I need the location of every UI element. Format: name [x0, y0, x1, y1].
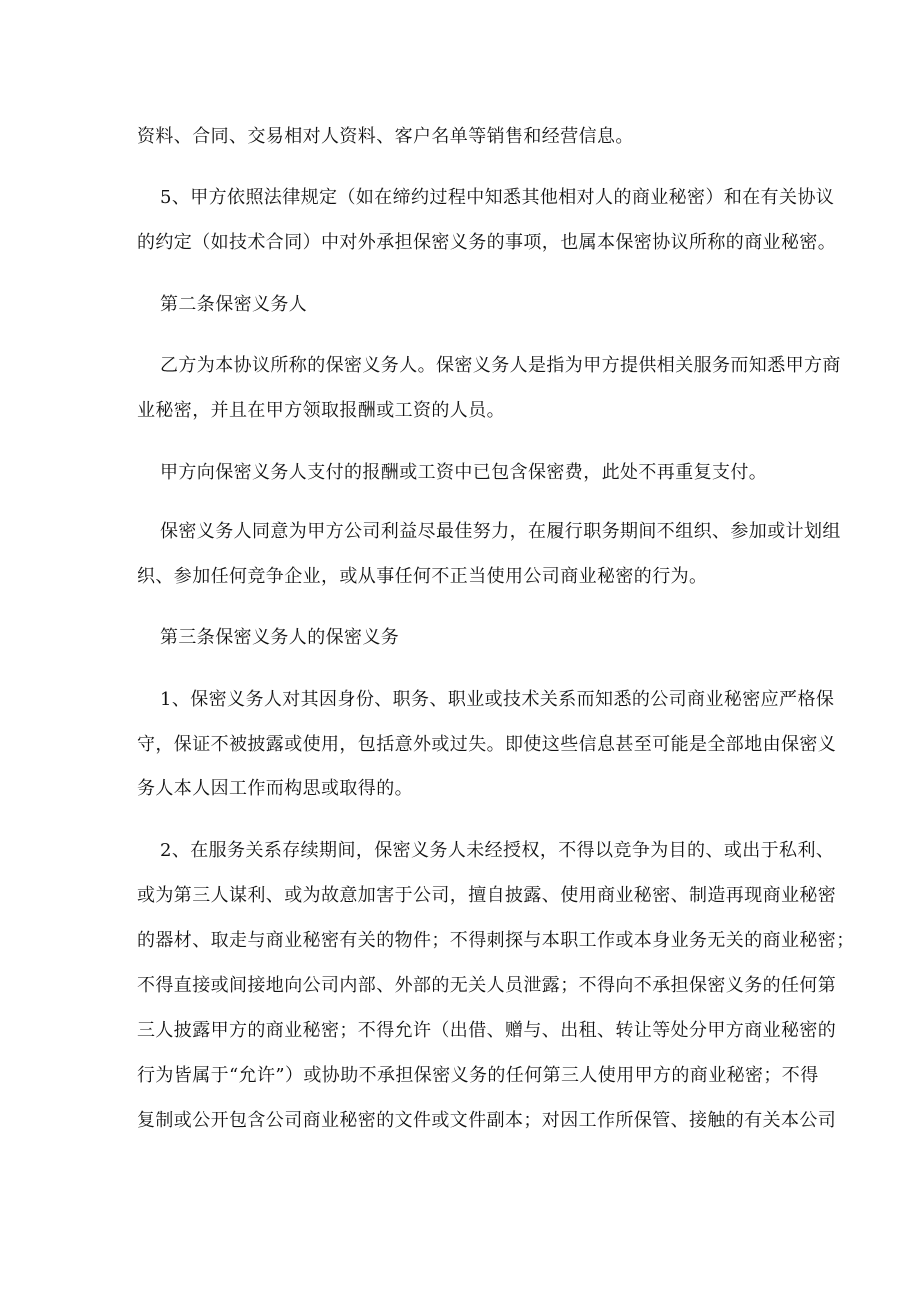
text-line: 不得直接或间接地向公司内部、外部的无关人员泄露；不得向不承担保密义务的任何第: [137, 975, 837, 996]
paragraph-line: 2、在服务关系存续期间，保密义务人未经授权，不得以竞争为目的、或出于私利、: [160, 840, 835, 861]
text-line: 资料、合同、交易相对人资料、客户名单等销售和经营信息。: [137, 126, 634, 147]
text-line: 业秘密，并且在甲方领取报酬或工资的人员。: [137, 400, 505, 421]
text-line: 行为皆属于“允许”）或协助不承担保密义务的任何第三人使用甲方的商业秘密；不得: [137, 1065, 819, 1086]
text-line: 织、参加任何竞争企业，或从事任何不正当使用公司商业秘密的行为。: [137, 566, 708, 587]
section-heading: 第二条保密义务人: [160, 294, 308, 315]
paragraph-line: 甲方向保密义务人支付的报酬或工资中已包含保密费，此处不再重复支付。: [160, 462, 768, 483]
text-line: 或为第三人谋利、或为故意加害于公司，擅自披露、使用商业秘密、制造再现商业秘密: [137, 885, 837, 906]
text-line: 三人披露甲方的商业秘密；不得允许（出借、赠与、出租、转让等处分甲方商业秘密的: [137, 1020, 837, 1041]
paragraph-line: 5、甲方依照法律规定（如在缔约过程中知悉其他相对人的商业秘密）和在有关协议: [160, 187, 835, 208]
paragraph-line: 1、保密义务人对其因身份、职务、职业或技术关系而知悉的公司商业秘密应严格保: [160, 689, 835, 710]
paragraph-line: 乙方为本协议所称的保密义务人。保密义务人是指为甲方提供相关服务而知悉甲方商: [160, 355, 841, 376]
text-line: 复制或公开包含公司商业秘密的文件或文件副本；对因工作所保管、接触的有关本公司: [137, 1110, 837, 1131]
text-line: 的约定（如技术合同）中对外承担保密义务的事项，也属本保密协议所称的商业秘密。: [137, 232, 837, 253]
text-line: 守，保证不被披露或使用，包括意外或过失。即使这些信息甚至可能是全部地由保密义: [137, 734, 837, 755]
text-line: 务人本人因工作而构思或取得的。: [137, 778, 413, 799]
text-line: 的器材、取走与商业秘密有关的物件；不得刺探与本职工作或本身业务无关的商业秘密；: [137, 930, 855, 951]
section-heading: 第三条保密义务人的保密义务: [160, 627, 400, 648]
paragraph-line: 保密义务人同意为甲方公司利益尽最佳努力，在履行职务期间不组织、参加或计划组: [160, 521, 841, 542]
